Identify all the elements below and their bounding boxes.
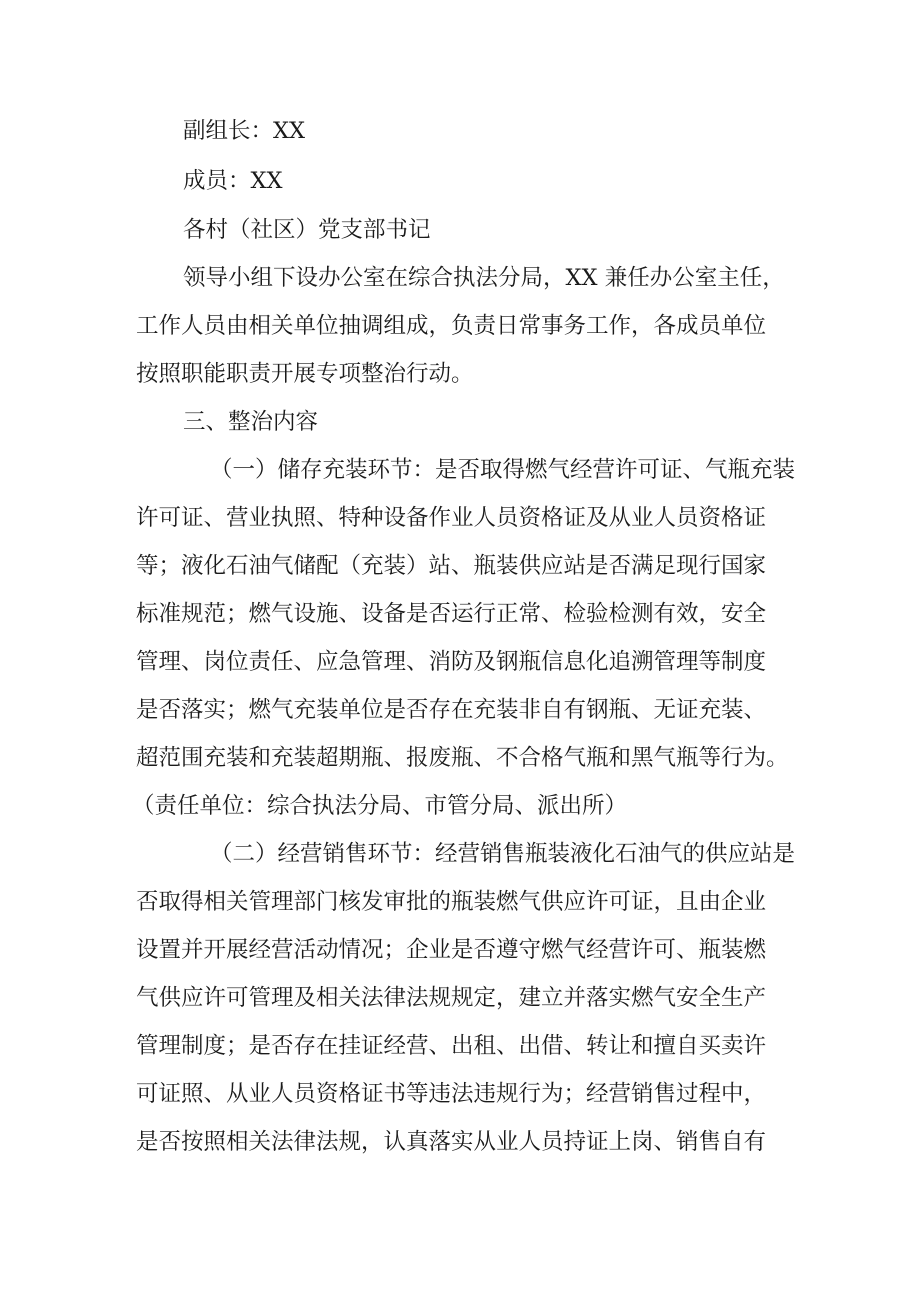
sales-paragraph-line-5: 管理制度；是否存在挂证经营、出租、出借、转让和擅自买卖许 (136, 1033, 767, 1059)
storage-paragraph-line-6: 是否落实；燃气充装单位是否存在充装非自有钢瓶、无证充装、 (136, 697, 767, 723)
office-paragraph-line-1: 领导小组下设办公室在综合执法分局，XX 兼任办公室主任， (183, 265, 785, 291)
storage-paragraph-line-3: 等；液化石油气储配（充装）站、瓶装供应站是否满足现行国家 (136, 553, 767, 579)
village-secretaries-line: 各村（社区）党支部书记 (183, 217, 431, 243)
sales-paragraph-line-3: 设置并开展经营活动情况；企业是否遵守燃气经营许可、瓶装燃 (136, 937, 767, 963)
sales-paragraph-line-1: （二）经营销售环节：经营销售瓶装液化石油气的供应站是 (210, 841, 796, 867)
storage-paragraph-line-2: 许可证、营业执照、特种设备作业人员资格证及从业人员资格证 (136, 505, 767, 531)
storage-responsible-units: （责任单位：综合执法分局、市管分局、派出所） (132, 793, 628, 819)
sales-paragraph-line-7: 是否按照相关法律法规，认真落实从业人员持证上岗、销售自有 (136, 1129, 767, 1155)
sales-paragraph-line-4: 气供应许可管理及相关法律法规规定，建立并落实燃气安全生产 (136, 985, 767, 1011)
sales-paragraph-line-6: 可证照、从业人员资格证书等违法违规行为；经营销售过程中， (136, 1081, 767, 1107)
members-line: 成员：XX (183, 168, 283, 194)
deputy-leader-line: 副组长：XX (183, 118, 306, 144)
sales-paragraph-line-2: 否取得相关管理部门核发审批的瓶装燃气供应许可证，且由企业 (136, 889, 767, 915)
section-heading: 三、整治内容 (183, 409, 319, 435)
storage-paragraph-line-1: （一）储存充装环节：是否取得燃气经营许可证、气瓶充装 (210, 457, 796, 483)
storage-paragraph-line-7: 超范围充装和充装超期瓶、报废瓶、不合格气瓶和黑气瓶等行为。 (136, 745, 789, 771)
office-paragraph-line-3: 按照职能职责开展专项整治行动。 (136, 361, 474, 387)
storage-paragraph-line-4: 标准规范；燃气设施、设备是否运行正常、检验检测有效，安全 (136, 601, 767, 627)
office-paragraph-line-2: 工作人员由相关单位抽调组成，负责日常事务工作，各成员单位 (136, 313, 767, 339)
storage-paragraph-line-5: 管理、岗位责任、应急管理、消防及钢瓶信息化追溯管理等制度 (136, 649, 767, 675)
